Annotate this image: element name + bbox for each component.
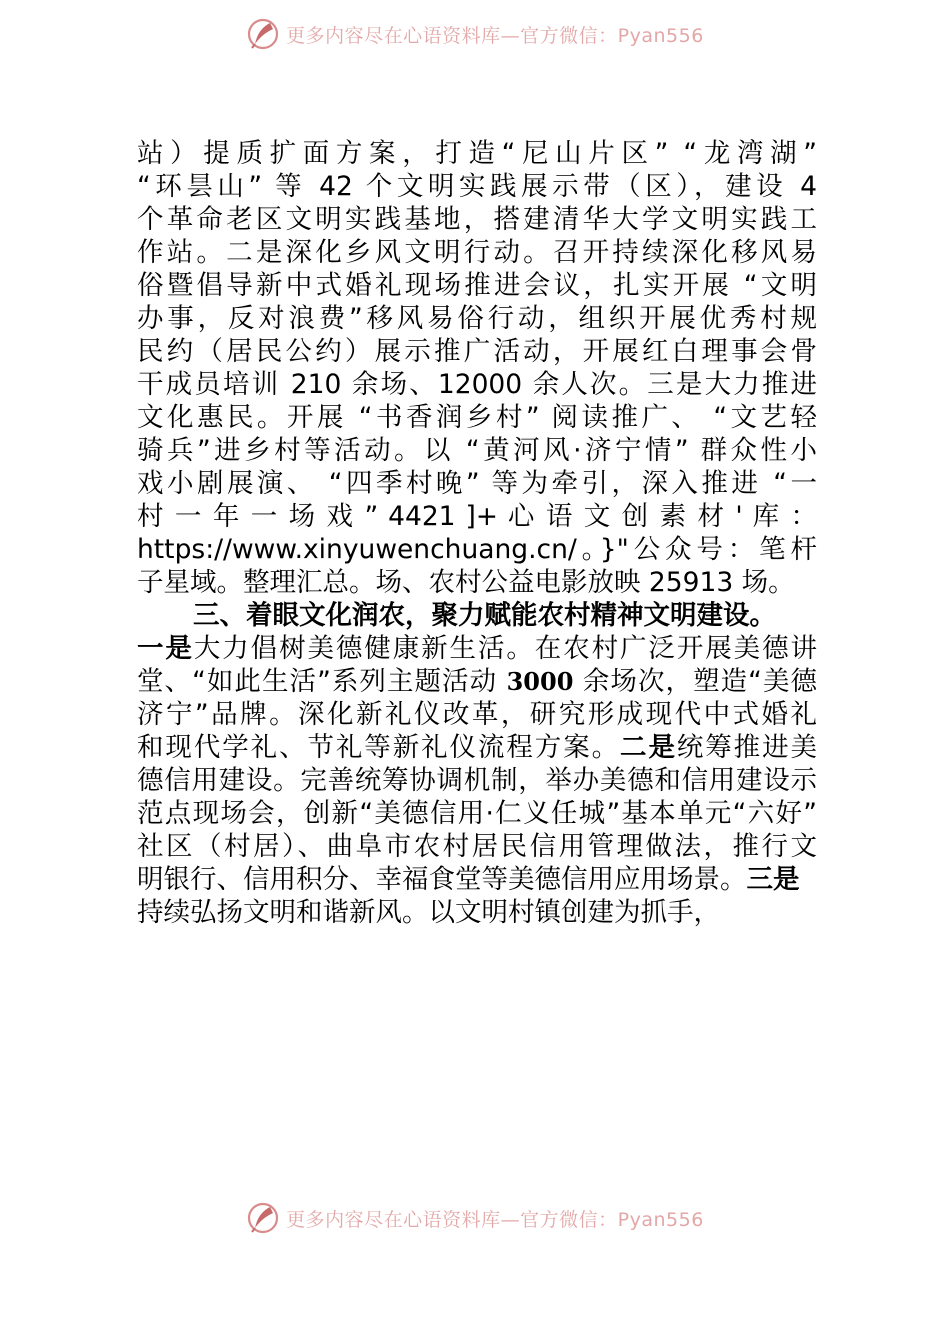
text-run: 堂、“如此生活”系列主题活动 [137,666,507,697]
bold-lead: 三是 [746,864,800,895]
text-line: 德信用建设。完善统筹协调机制，举办美德和信用建设示 [137,765,817,796]
text-line: 村 一 年 一 场 戏 ” 4421 ]+ 心 语 文 创 素 材 ' 库 ： [137,501,817,532]
text-run: 和现代学礼、节礼等新礼仪流程方案。 [137,732,621,763]
text-line [137,632,817,665]
text-line: 子星域。整理汇总。场、农村公益电影放映 25913 场。 [137,567,795,598]
footer-watermark [0,1198,950,1238]
document-body [137,137,817,929]
text-line [137,863,817,896]
text-line: 范点现场会，创新“美德信用·仁义任城”基本单元“六好” [137,798,817,829]
bold-lead: 一是 [137,633,194,664]
text-line [137,731,817,764]
watermark-text: 更多内容尽在心语资料库—官方微信：Pyan556 [286,1208,704,1231]
text-line: 戏小剧展演、 “四季村晚” 等为牵引，深入推进 “一 [137,468,817,499]
watermark-text: 更多内容尽在心语资料库—官方微信：Pyan556 [286,24,704,47]
text-run: 明银行、信用积分、幸福食堂等美德信用应用场景。 [137,864,747,895]
header-watermark [0,14,950,54]
section-heading: 三、着眼文化润农，聚力赋能农村精神文明建设。 [193,600,776,631]
text-line: 社区（村居）、曲阜市农村居民信用管理做法，推行文 [137,831,817,862]
text-line: “环昙山” 等 42 个文明实践展示带（区），建设 4 [137,171,817,202]
text-line: 站）提质扩面方案，打造“尼山片区” “龙湾湖” [137,138,817,169]
text-line: 个革命老区文明实践基地，搭建清华大学文明实践工 [137,204,817,235]
text-line: 骑兵”进乡村等活动。以 “黄河风·济宁情” 群众性小 [137,435,817,466]
text-line: 俗暨倡导新中式婚礼现场推进会议，扎实开展 “文明 [137,270,817,301]
text-line: 民约（居民公约）展示推广活动，开展红白理事会骨 [137,336,817,367]
bold-lead: 二是 [620,732,677,763]
text-run: 统筹推进美 [676,732,817,763]
quill-logo-icon [246,1201,280,1235]
text-line: 持续弘扬文明和谐新风。以文明村镇创建为抓手， [137,897,720,928]
text-line: 干成员培训 210 余场、12000 余人次。三是大力推进 [137,369,817,400]
quill-logo-icon [246,17,280,51]
text-run: 大力倡树美德健康新生活。在农村广泛开展美德讲 [193,633,817,664]
text-line: 济宁”品牌。深化新礼仪改革，研究形成现代中式婚礼 [137,699,817,730]
number-run: 3000 [506,667,574,696]
text-line [137,665,817,698]
text-line: https://www.xinyuwenchuang.cn/。}"公众号：笔杆 [137,534,817,565]
text-run: 余场次，塑造“美德 [573,666,817,697]
text-line: 办事，反对浪费”移风易俗行动，组织开展优秀村规 [137,303,817,334]
text-line: 文化惠民。开展 “书香润乡村” 阅读推广、 “文艺轻 [137,402,817,433]
text-line: 作站。二是深化乡风文明行动。召开持续深化移风易 [137,237,817,268]
